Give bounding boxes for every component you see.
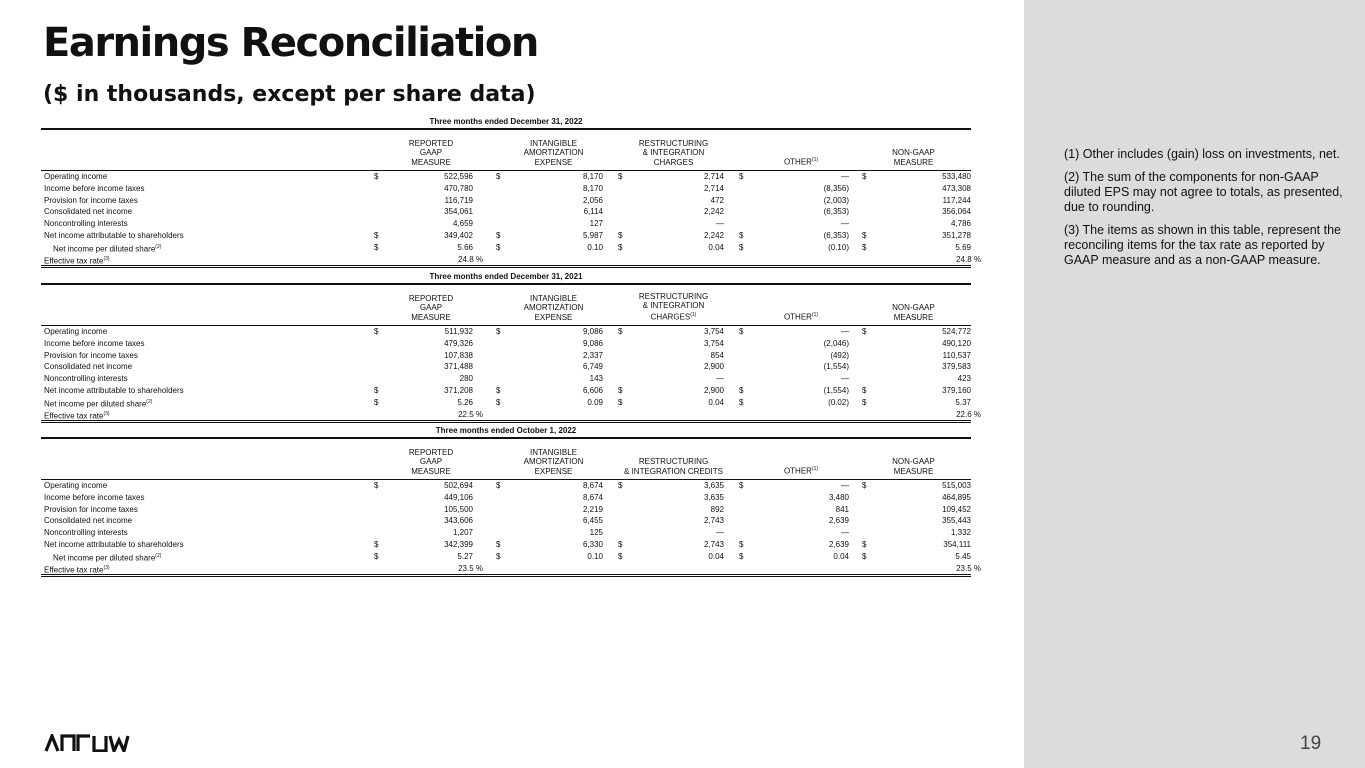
footnote-3: (3) The items as shown in this table, represent the reconciling items for the tax rate as reported by GAAP measure and as a non-GAAP measure. bbox=[1064, 223, 1341, 267]
cell-value: 2,714 bbox=[703, 183, 724, 193]
column-header-2: INTANGIBLE AMORTIZATION EXPENSE bbox=[523, 447, 584, 476]
footnotes bbox=[1064, 147, 1344, 276]
row-label: Provision for income taxes bbox=[44, 350, 138, 360]
currency-symbol: $ bbox=[862, 397, 867, 407]
row-label: Provision for income taxes bbox=[44, 504, 138, 514]
row-label: Provision for income taxes bbox=[44, 195, 138, 205]
cell-value: (1,554) bbox=[823, 362, 849, 372]
row-label: Consolidated net income bbox=[44, 207, 133, 217]
currency-symbol: $ bbox=[618, 242, 623, 252]
cell-value: 109,452 bbox=[942, 504, 971, 514]
cell-value: 22.6 % bbox=[956, 409, 981, 419]
cell-value: — bbox=[841, 219, 849, 229]
table-row bbox=[41, 195, 971, 207]
currency-symbol: $ bbox=[862, 539, 867, 549]
row-label: Effective tax rate$^{(3)}$ bbox=[44, 564, 110, 575]
currency-symbol: $ bbox=[862, 551, 867, 561]
cell-value: 379,583 bbox=[942, 362, 971, 372]
cell-value: 354,061 bbox=[444, 207, 473, 217]
cell-value: 3,754 bbox=[703, 327, 724, 336]
cell-value: 116,719 bbox=[444, 195, 473, 205]
table-row bbox=[41, 230, 971, 242]
currency-symbol: $ bbox=[374, 172, 379, 181]
table-body bbox=[41, 480, 981, 577]
cell-value: 351,278 bbox=[942, 230, 971, 240]
cell-value: 1,332 bbox=[950, 528, 971, 538]
section-title: Three months ended December 31, 2022 bbox=[41, 117, 971, 130]
table-section-q4-2022 bbox=[41, 117, 981, 268]
currency-symbol: $ bbox=[496, 327, 501, 336]
cell-value: 2,639 bbox=[828, 516, 849, 526]
cell-value: 8,170 bbox=[582, 172, 603, 181]
currency-symbol: $ bbox=[739, 230, 744, 240]
row-label: Net income per diluted share$^{(2)}$ bbox=[44, 398, 153, 409]
cell-value: 24.8 % bbox=[458, 254, 483, 264]
column-header-3: RESTRUCTURING & INTEGRATION CHARGES bbox=[638, 138, 709, 167]
cell-value: (2,003) bbox=[823, 195, 849, 205]
row-label: Noncontrolling interests bbox=[44, 374, 128, 384]
currency-symbol: $ bbox=[496, 172, 501, 181]
currency-symbol: $ bbox=[618, 172, 623, 181]
currency-symbol: $ bbox=[496, 385, 501, 395]
row-label: Income before income taxes bbox=[44, 183, 145, 193]
cell-value: 6,455 bbox=[582, 516, 603, 526]
cell-value: 143 bbox=[589, 374, 603, 384]
cell-value: 2,242 bbox=[703, 230, 724, 240]
cell-value: 2,242 bbox=[703, 207, 724, 217]
column-header-4: OTHER$^{(1)}$ bbox=[783, 311, 819, 322]
cell-value: 23.5 % bbox=[458, 563, 483, 573]
cell-value: 841 bbox=[835, 504, 849, 514]
section-title: Three months ended October 1, 2022 bbox=[41, 426, 971, 439]
page-subtitle: ($ in thousands, except per share data) bbox=[43, 82, 536, 107]
currency-symbol: $ bbox=[862, 230, 867, 240]
cell-value: 533,480 bbox=[942, 172, 971, 181]
row-label: Consolidated net income bbox=[44, 362, 133, 372]
cell-value: 502,694 bbox=[444, 481, 473, 490]
cell-value: 4,659 bbox=[452, 219, 473, 229]
currency-symbol: $ bbox=[618, 551, 623, 561]
table-row bbox=[41, 492, 971, 504]
cell-value: 5,987 bbox=[582, 230, 603, 240]
row-label: Income before income taxes bbox=[44, 492, 145, 502]
column-headers bbox=[41, 130, 971, 171]
cell-value: — bbox=[716, 374, 724, 384]
cell-value: (0.10) bbox=[828, 242, 849, 252]
column-header-1: REPORTED GAAP MEASURE bbox=[408, 447, 454, 476]
currency-symbol: $ bbox=[496, 539, 501, 549]
cell-value: 464,895 bbox=[942, 492, 971, 502]
cell-value: 6,330 bbox=[582, 539, 603, 549]
cell-value: 5.66 bbox=[457, 242, 473, 252]
cell-value: 6,114 bbox=[583, 207, 603, 217]
cell-value: 0.04 bbox=[708, 551, 724, 561]
cell-value: 522,596 bbox=[444, 172, 473, 181]
column-header-1: REPORTED GAAP MEASURE bbox=[408, 138, 454, 167]
cell-value: 473,308 bbox=[942, 183, 971, 193]
table-row bbox=[41, 338, 971, 350]
currency-symbol: $ bbox=[374, 539, 379, 549]
cell-value: (6,353) bbox=[823, 207, 849, 217]
table-row bbox=[41, 242, 971, 254]
cell-value: 490,120 bbox=[942, 338, 971, 348]
column-header-5: NON-GAAP MEASURE bbox=[892, 457, 935, 476]
column-header-3: RESTRUCTURING & INTEGRATION CREDITS bbox=[624, 457, 723, 476]
cell-value: 8,674 bbox=[582, 481, 603, 490]
cell-value: 110,537 bbox=[942, 350, 971, 360]
table-row bbox=[41, 350, 971, 362]
currency-symbol: $ bbox=[374, 385, 379, 395]
cell-value: 107,838 bbox=[444, 350, 473, 360]
cell-value: 524,772 bbox=[942, 327, 971, 336]
table-row bbox=[41, 527, 971, 539]
cell-value: 470,780 bbox=[444, 183, 473, 193]
page-number: 19 bbox=[1300, 733, 1322, 754]
cell-value: 511,932 bbox=[444, 327, 473, 336]
cell-value: 356,064 bbox=[942, 207, 971, 217]
cell-value: 515,003 bbox=[942, 481, 971, 490]
cell-value: 9,086 bbox=[582, 338, 603, 348]
currency-symbol: $ bbox=[374, 481, 379, 490]
table-section-q4-2021 bbox=[41, 272, 981, 423]
currency-symbol: $ bbox=[739, 481, 744, 490]
cell-value: 6,606 bbox=[582, 385, 603, 395]
row-label: Effective tax rate$^{(3)}$ bbox=[44, 255, 110, 266]
currency-symbol: $ bbox=[374, 242, 379, 252]
currency-symbol: $ bbox=[374, 397, 379, 407]
table-row bbox=[41, 254, 981, 266]
cell-value: 5.45 bbox=[955, 551, 971, 561]
currency-symbol: $ bbox=[739, 551, 744, 561]
currency-symbol: $ bbox=[496, 397, 501, 407]
cell-value: 2,743 bbox=[703, 516, 724, 526]
table-body bbox=[41, 171, 981, 268]
cell-value: (1,554) bbox=[823, 385, 849, 395]
section-title: Three months ended December 31, 2021 bbox=[41, 272, 971, 285]
cell-value: — bbox=[841, 481, 849, 490]
cell-value: (0.02) bbox=[828, 397, 849, 407]
cell-value: — bbox=[841, 172, 849, 181]
row-label: Noncontrolling interests bbox=[44, 528, 128, 538]
cell-value: 0.10 bbox=[587, 551, 603, 561]
cell-value: 423 bbox=[957, 374, 971, 384]
currency-symbol: $ bbox=[374, 551, 379, 561]
footnote-2: (2) The sum of the components for non-GAAP diluted EPS may not agree to totals, as presented, due to rounding. bbox=[1064, 170, 1343, 214]
arrow-logo bbox=[44, 734, 130, 752]
cell-value: 0.04 bbox=[833, 551, 849, 561]
row-label: Consolidated net income bbox=[44, 516, 133, 526]
cell-value: 449,106 bbox=[444, 492, 473, 502]
cell-value: 371,208 bbox=[444, 385, 473, 395]
cell-value: 5.26 bbox=[457, 397, 473, 407]
cell-value: 3,754 bbox=[703, 338, 724, 348]
currency-symbol: $ bbox=[862, 327, 867, 336]
cell-value: 0.09 bbox=[587, 397, 603, 407]
cell-value: 892 bbox=[710, 504, 724, 514]
table-row bbox=[41, 183, 971, 195]
column-headers bbox=[41, 439, 971, 480]
cell-value: 2,219 bbox=[582, 504, 603, 514]
row-label: Noncontrolling interests bbox=[44, 219, 128, 229]
cell-value: 22.5 % bbox=[458, 409, 483, 419]
cell-value: (8,356) bbox=[823, 183, 849, 193]
cell-value: 2,337 bbox=[582, 350, 603, 360]
cell-value: 4,786 bbox=[950, 219, 971, 229]
row-label: Income before income taxes bbox=[44, 338, 145, 348]
currency-symbol: $ bbox=[618, 481, 623, 490]
notes-sidebar bbox=[1024, 0, 1365, 768]
row-label: Net income attributable to shareholders bbox=[44, 230, 184, 240]
cell-value: 343,606 bbox=[444, 516, 473, 526]
row-label: Net income attributable to shareholders bbox=[44, 539, 184, 549]
table-row bbox=[41, 480, 971, 492]
currency-symbol: $ bbox=[374, 230, 379, 240]
table-row bbox=[41, 218, 971, 230]
cell-value: (492) bbox=[830, 350, 849, 360]
cell-value: 349,402 bbox=[444, 230, 473, 240]
currency-symbol: $ bbox=[374, 327, 379, 336]
cell-value: 280 bbox=[459, 374, 473, 384]
currency-symbol: $ bbox=[618, 327, 623, 336]
currency-symbol: $ bbox=[862, 242, 867, 252]
footnote-1: (1) Other includes (gain) loss on investments, net. bbox=[1064, 147, 1340, 161]
currency-symbol: $ bbox=[862, 172, 867, 181]
column-header-4: OTHER$^{(1)}$ bbox=[783, 465, 819, 476]
cell-value: (2,046) bbox=[823, 338, 849, 348]
currency-symbol: $ bbox=[862, 481, 867, 490]
cell-value: 342,399 bbox=[444, 539, 473, 549]
cell-value: 2,639 bbox=[828, 539, 849, 549]
column-header-5: NON-GAAP MEASURE bbox=[892, 148, 935, 167]
currency-symbol: $ bbox=[739, 242, 744, 252]
cell-value: 3,635 bbox=[703, 481, 724, 490]
cell-value: 2,743 bbox=[703, 539, 724, 549]
table-row bbox=[41, 409, 981, 421]
table-row bbox=[41, 326, 971, 338]
cell-value: — bbox=[841, 528, 849, 538]
table-row bbox=[41, 385, 971, 397]
cell-value: — bbox=[716, 219, 724, 229]
currency-symbol: $ bbox=[496, 481, 501, 490]
cell-value: 127 bbox=[589, 219, 603, 229]
cell-value: 5.69 bbox=[955, 242, 971, 252]
row-label: Operating income bbox=[44, 481, 108, 490]
table-row bbox=[41, 515, 971, 527]
table-row bbox=[41, 206, 971, 218]
table-row bbox=[41, 171, 971, 183]
cell-value: 23.5 % bbox=[956, 563, 981, 573]
table-row bbox=[41, 551, 971, 563]
row-label: Net income attributable to shareholders bbox=[44, 385, 184, 395]
cell-value: 2,900 bbox=[703, 385, 724, 395]
row-label: Operating income bbox=[44, 172, 108, 181]
cell-value: 854 bbox=[710, 350, 724, 360]
column-header-4: OTHER$^{(1)}$ bbox=[783, 156, 819, 167]
currency-symbol: $ bbox=[496, 230, 501, 240]
cell-value: 24.8 % bbox=[956, 254, 981, 264]
cell-value: 2,056 bbox=[582, 195, 603, 205]
cell-value: 355,443 bbox=[942, 516, 971, 526]
column-header-5: NON-GAAP MEASURE bbox=[892, 303, 935, 322]
cell-value: — bbox=[841, 374, 849, 384]
currency-symbol: $ bbox=[739, 172, 744, 181]
column-header-2: INTANGIBLE AMORTIZATION EXPENSE bbox=[523, 293, 584, 322]
currency-symbol: $ bbox=[618, 397, 623, 407]
currency-symbol: $ bbox=[739, 539, 744, 549]
cell-value: 379,160 bbox=[942, 385, 971, 395]
column-header-2: INTANGIBLE AMORTIZATION EXPENSE bbox=[523, 138, 584, 167]
cell-value: 0.04 bbox=[708, 242, 724, 252]
cell-value: 6,749 bbox=[582, 362, 603, 372]
currency-symbol: $ bbox=[618, 230, 623, 240]
currency-symbol: $ bbox=[618, 539, 623, 549]
cell-value: 3,635 bbox=[703, 492, 724, 502]
column-headers bbox=[41, 285, 971, 326]
table-row bbox=[41, 361, 971, 373]
row-label: Net income per diluted share$^{(2)}$ bbox=[53, 243, 162, 254]
currency-symbol: $ bbox=[739, 327, 744, 336]
cell-value: 371,488 bbox=[444, 362, 473, 372]
currency-symbol: $ bbox=[496, 551, 501, 561]
currency-symbol: $ bbox=[496, 242, 501, 252]
cell-value: 3,480 bbox=[828, 492, 849, 502]
cell-value: 9,086 bbox=[582, 327, 603, 336]
table-body bbox=[41, 326, 981, 423]
table-section-q3-2022 bbox=[41, 426, 981, 577]
cell-value: (6,353) bbox=[823, 230, 849, 240]
row-label: Operating income bbox=[44, 327, 108, 336]
cell-value: 0.10 bbox=[587, 242, 603, 252]
currency-symbol: $ bbox=[739, 397, 744, 407]
table-row bbox=[41, 373, 971, 385]
currency-symbol: $ bbox=[618, 385, 623, 395]
cell-value: 117,244 bbox=[942, 195, 971, 205]
page-title: Earnings Reconciliation bbox=[43, 20, 538, 66]
cell-value: 479,326 bbox=[444, 338, 473, 348]
cell-value: 5.27 bbox=[457, 551, 473, 561]
cell-value: 1,207 bbox=[452, 528, 473, 538]
cell-value: 354,111 bbox=[943, 539, 971, 549]
table-row bbox=[41, 539, 971, 551]
table-row bbox=[41, 504, 971, 516]
row-label: Net income per diluted share$^{(2)}$ bbox=[53, 552, 162, 563]
column-header-3: RESTRUCTURING & INTEGRATION CHARGES$^{(1)}$ bbox=[638, 291, 709, 322]
cell-value: 5.37 bbox=[955, 397, 971, 407]
cell-value: — bbox=[716, 528, 724, 538]
cell-value: 125 bbox=[589, 528, 603, 538]
cell-value: 2,900 bbox=[703, 362, 724, 372]
row-label: Effective tax rate$^{(3)}$ bbox=[44, 410, 110, 421]
currency-symbol: $ bbox=[739, 385, 744, 395]
table-row bbox=[41, 397, 971, 409]
cell-value: 2,714 bbox=[703, 172, 724, 181]
cell-value: 0.04 bbox=[708, 397, 724, 407]
currency-symbol: $ bbox=[862, 385, 867, 395]
column-header-1: REPORTED GAAP MEASURE bbox=[408, 293, 454, 322]
table-row bbox=[41, 563, 981, 575]
cell-value: — bbox=[841, 327, 849, 336]
cell-value: 105,500 bbox=[444, 504, 473, 514]
cell-value: 8,674 bbox=[582, 492, 603, 502]
cell-value: 472 bbox=[710, 195, 724, 205]
cell-value: 8,170 bbox=[582, 183, 603, 193]
